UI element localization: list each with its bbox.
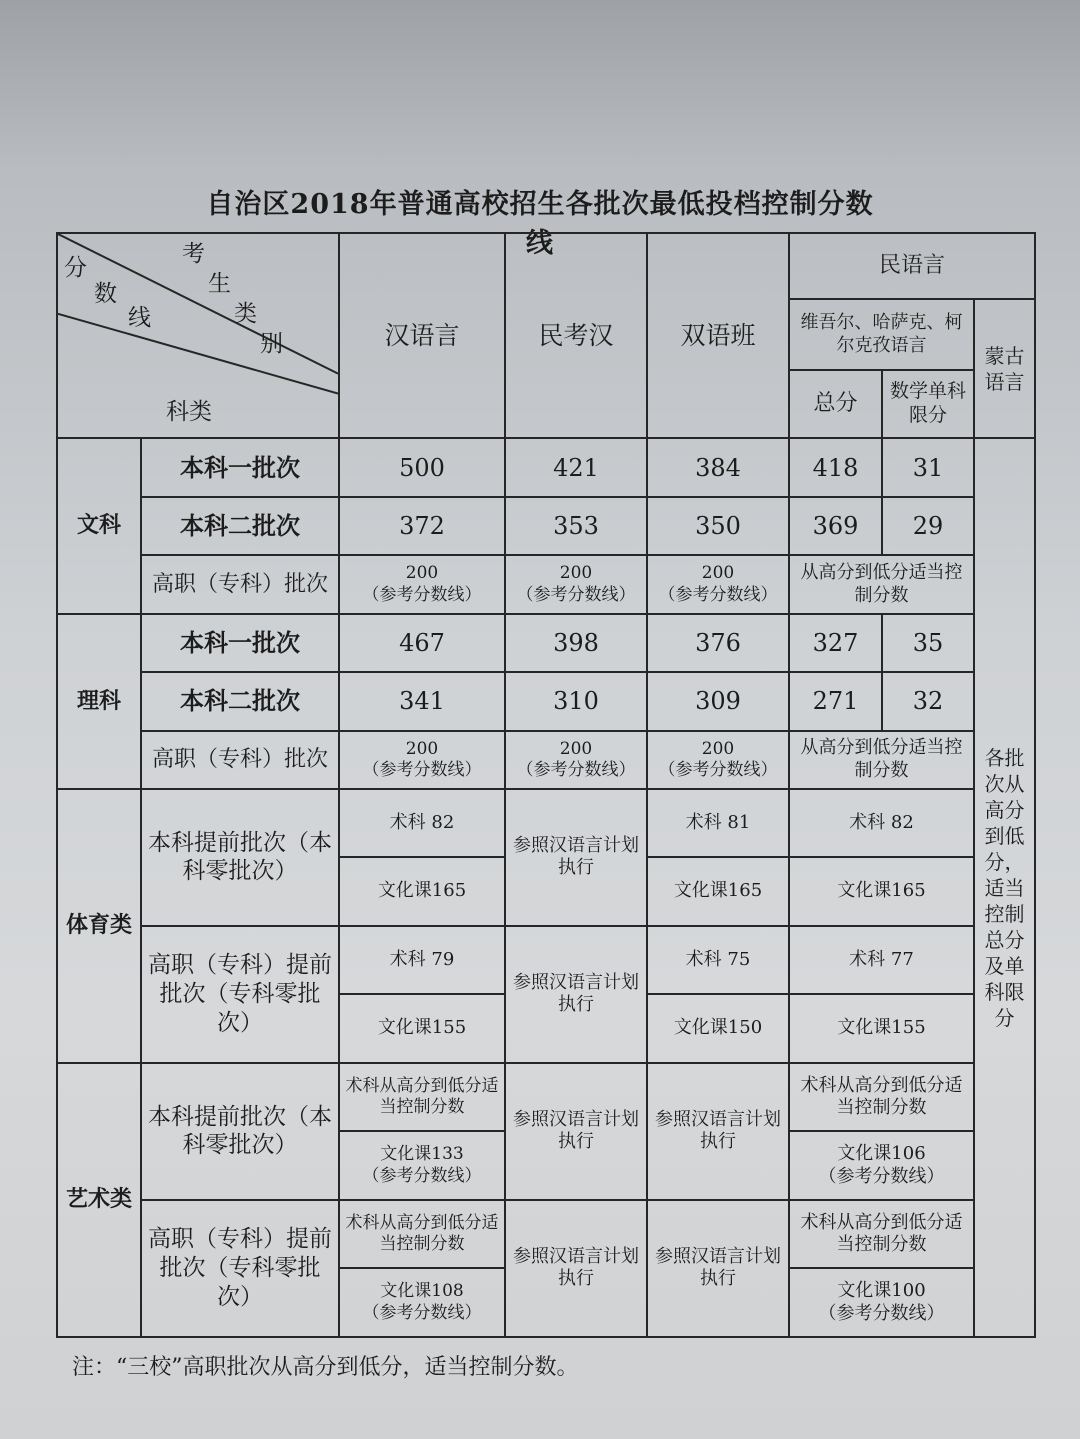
shuke-cell: 术科从高分到低分适当控制分数: [789, 1063, 974, 1131]
corner-char: 分: [64, 255, 87, 281]
batch-label: 本科一批次: [141, 614, 339, 672]
score-cell: 350: [647, 497, 789, 555]
ref-note: （参考分数线）: [658, 584, 778, 605]
category-tiyu: 体育类: [57, 789, 141, 1063]
ref-note: （参考分数线）: [516, 584, 636, 605]
score-value: 200: [701, 738, 735, 759]
batch-label: 高职（专科）批次: [141, 731, 339, 789]
score-cell: [339, 731, 505, 789]
score-cell: [505, 731, 647, 789]
menggu-note: 各批次从高分到低分，适当控制总分及单科限分: [974, 438, 1035, 1337]
ref-note: （参考分数线）: [362, 1302, 482, 1323]
wenhua-cell: [339, 1131, 505, 1199]
batch-label: 本科一批次: [141, 438, 339, 496]
score-cell: [339, 555, 505, 613]
corner-char: 考: [182, 241, 205, 267]
wenhua-value: 文化课133: [380, 1144, 464, 1165]
plan-note: 参照汉语言计划执行: [505, 789, 647, 926]
wenhua-cell: [339, 1268, 505, 1337]
score-cell: 309: [647, 672, 789, 730]
batch-label: 高职（专科）批次: [141, 555, 339, 613]
score-cell: 369: [789, 497, 882, 555]
min-note: 从高分到低分适当控制分数: [789, 731, 974, 789]
batch-label: 本科二批次: [141, 497, 339, 555]
score-value: 200: [559, 563, 593, 584]
shuke-cell: 术科 75: [647, 926, 789, 994]
score-cell: [647, 731, 789, 789]
score-cell: 32: [882, 672, 974, 730]
min-note: 从高分到低分适当控制分数: [789, 555, 974, 613]
score-cell: 372: [339, 497, 505, 555]
score-cell: 29: [882, 497, 974, 555]
shuke-cell: 术科 81: [647, 789, 789, 857]
header-menggu: 蒙古语言: [974, 299, 1035, 438]
score-cell: 398: [505, 614, 647, 672]
ref-note: （参考分数线）: [362, 759, 482, 780]
score-table: [56, 232, 1034, 1338]
shuke-cell: 术科 79: [339, 926, 505, 994]
batch-label: 本科二批次: [141, 672, 339, 730]
score-value: 200: [405, 563, 439, 584]
category-like: 理科: [57, 614, 141, 789]
corner-char: 类: [234, 301, 257, 327]
score-cell: 271: [789, 672, 882, 730]
corner-bottom-label: 科类: [166, 399, 212, 425]
score-cell: [647, 555, 789, 613]
shuke-cell: 术科 82: [789, 789, 974, 857]
score-cell: 310: [505, 672, 647, 730]
wenhua-cell: 文化课150: [647, 994, 789, 1062]
score-cell: 467: [339, 614, 505, 672]
header-minyuyan: 民语言: [789, 233, 1035, 299]
shuke-cell: 术科 82: [339, 789, 505, 857]
batch-label: 高职（专科）提前批次（专科零批次）: [141, 1200, 339, 1337]
header-han: 汉语言: [339, 233, 505, 438]
ref-note: （参考分数线）: [818, 1165, 945, 1187]
corner-char: 线: [128, 305, 151, 331]
wenhua-cell: 文化课165: [339, 857, 505, 925]
corner-header: [57, 233, 339, 438]
batch-label: 高职（专科）提前批次（专科零批次）: [141, 926, 339, 1063]
plan-note: 参照汉语言计划执行: [647, 1063, 789, 1200]
ref-note: （参考分数线）: [516, 759, 636, 780]
category-yishu: 艺术类: [57, 1063, 141, 1337]
score-cell: 31: [882, 438, 974, 496]
plan-note: 参照汉语言计划执行: [505, 1200, 647, 1337]
wenhua-value: 文化课106: [837, 1143, 926, 1165]
wenhua-cell: 文化课165: [789, 857, 974, 925]
wenhua-value: 文化课108: [380, 1281, 464, 1302]
header-zongfen: 总分: [789, 370, 882, 438]
shuke-cell: 术科 77: [789, 926, 974, 994]
shuke-cell: 术科从高分到低分适当控制分数: [339, 1200, 505, 1268]
plan-note: 参照汉语言计划执行: [647, 1200, 789, 1337]
score-cell: 35: [882, 614, 974, 672]
wenhua-cell: 文化课155: [339, 994, 505, 1062]
shuke-cell: 术科从高分到低分适当控制分数: [789, 1200, 974, 1268]
batch-label: 本科提前批次（本科零批次）: [141, 1063, 339, 1200]
score-value: 200: [701, 563, 735, 584]
ref-note: （参考分数线）: [362, 584, 482, 605]
page-title: 自治区2018年普通高校招生各批次最低投档控制分数线: [206, 189, 874, 259]
score-value: 200: [559, 738, 593, 759]
wenhua-value: 文化课100: [837, 1280, 926, 1302]
plan-note: 参照汉语言计划执行: [505, 1063, 647, 1200]
corner-char: 生: [208, 271, 231, 297]
wenhua-cell: 文化课165: [647, 857, 789, 925]
ref-note: （参考分数线）: [818, 1302, 945, 1324]
batch-label: 本科提前批次（本科零批次）: [141, 789, 339, 926]
score-cell: 353: [505, 497, 647, 555]
wenhua-cell: [789, 1268, 974, 1337]
score-value: 200: [405, 738, 439, 759]
wenhua-cell: [789, 1131, 974, 1199]
score-cell: 341: [339, 672, 505, 730]
score-cell: [505, 555, 647, 613]
ref-note: （参考分数线）: [658, 759, 778, 780]
ref-note: （参考分数线）: [362, 1165, 482, 1186]
category-wenke: 文科: [57, 438, 141, 613]
score-cell: 421: [505, 438, 647, 496]
shuke-cell: 术科从高分到低分适当控制分数: [339, 1063, 505, 1131]
score-cell: 384: [647, 438, 789, 496]
corner-char: 数: [94, 281, 117, 307]
header-shuxue: 数学单科限分: [882, 370, 974, 438]
score-cell: 327: [789, 614, 882, 672]
corner-char: 别: [260, 331, 283, 357]
header-weiwuer: 维吾尔、哈萨克、柯尔克孜语言: [789, 299, 974, 370]
score-cell: 500: [339, 438, 505, 496]
score-cell: 418: [789, 438, 882, 496]
footnote: 注：“三校”高职批次从高分到低分，适当控制分数。: [72, 1355, 579, 1380]
plan-note: 参照汉语言计划执行: [505, 926, 647, 1063]
score-cell: 376: [647, 614, 789, 672]
wenhua-cell: 文化课155: [789, 994, 974, 1062]
header-minkaohan: 民考汉: [505, 233, 647, 438]
header-shuangyu: 双语班: [647, 233, 789, 438]
